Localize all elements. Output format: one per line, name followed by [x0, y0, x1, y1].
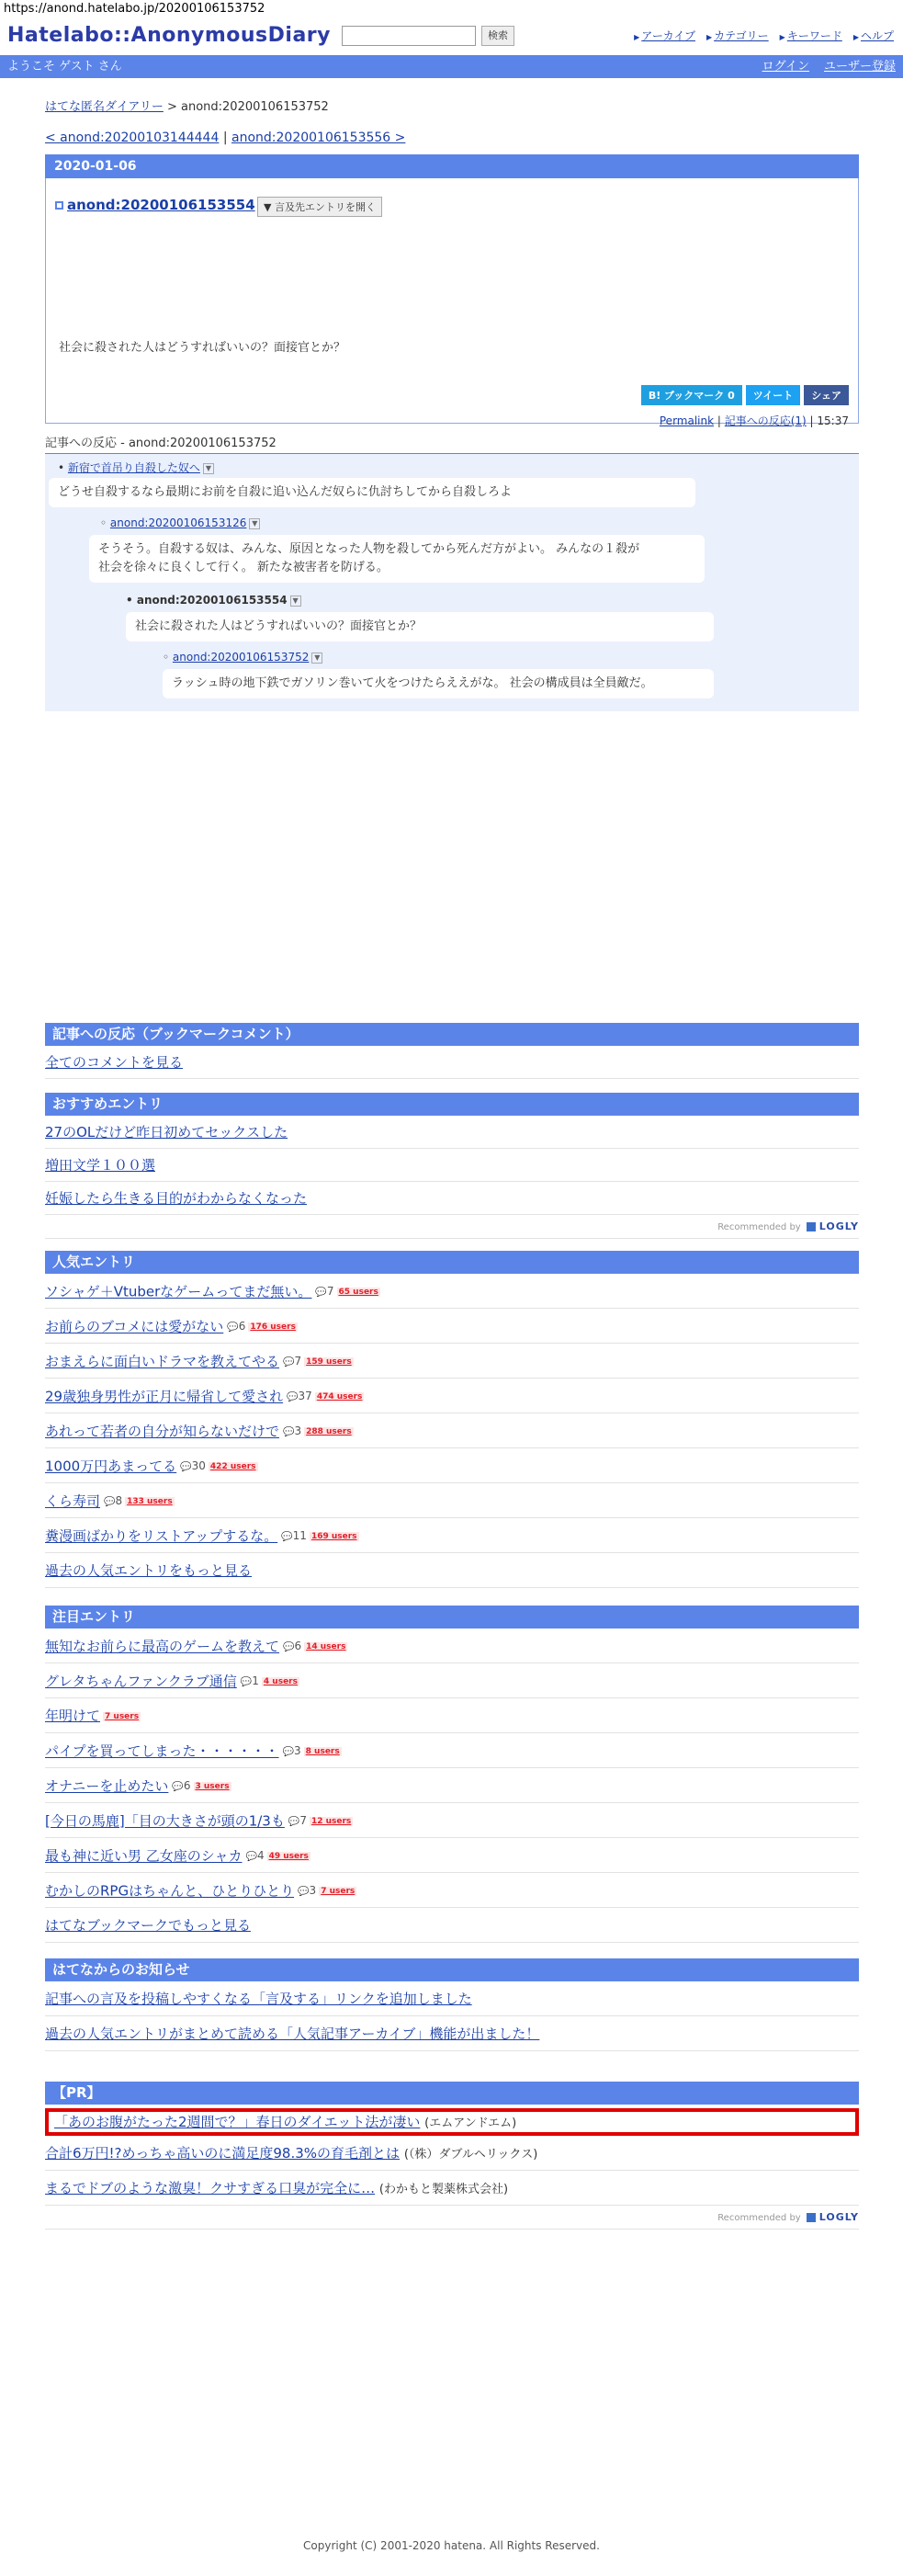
comment-count — [283, 1413, 301, 1450]
users-badge[interactable]: 7 users — [105, 1711, 140, 1721]
comment-icon: 💬 — [315, 1288, 327, 1298]
list-item — [45, 1873, 859, 1908]
logly-brand[interactable]: LOGLY — [818, 1220, 859, 1232]
list-item — [45, 1182, 859, 1215]
entry-time: | 15:37 — [806, 414, 849, 427]
pager — [45, 131, 859, 145]
pr-heading: 【PR】 — [45, 2082, 859, 2105]
entry-title — [55, 197, 255, 213]
comment-count-value: 11 — [292, 1529, 307, 1542]
pr-link[interactable]: 「あのお腹がたった2週間で？」春日のダイエット法が凄い — [54, 2114, 421, 2130]
entry-link[interactable]: 無知なお前らに最高のゲームを教えて — [45, 1638, 280, 1655]
popular-more-row — [45, 1553, 859, 1588]
comment-count — [298, 1873, 316, 1910]
register-link[interactable]: ユーザー登録 — [823, 60, 896, 74]
login-link[interactable]: ログイン — [762, 60, 809, 74]
entry-link[interactable]: お前らのブコメには愛がない — [45, 1318, 224, 1335]
news-link[interactable]: 過去の人気エントリがまとめて読める「人気記事アーカイブ」機能が出ました！ — [45, 2026, 540, 2042]
chevron-down-icon[interactable]: ▼ — [290, 596, 301, 607]
all-comments-row — [45, 1046, 859, 1079]
reactions-link[interactable]: 記事への反応(1) — [724, 414, 807, 427]
users-badge[interactable]: 474 users — [316, 1392, 363, 1401]
tree-node-3-body: 社会に殺された人はどうすればいいの？面接官とか？ — [126, 612, 714, 641]
footer-copyright: Copyright (C) 2001-2020 hatena. All Rights Reserved. — [303, 2539, 600, 2552]
attention-section — [45, 1606, 859, 1943]
entry-meta: Permalink | 記事への反応(1) | 15:37 — [659, 414, 849, 427]
tree-node-1-body: どうせ自殺するなら最期にお前を自殺に追い込んだ奴らに仇討ちしてから自殺しろよ — [49, 478, 695, 507]
comment-count-value: 8 — [115, 1494, 123, 1507]
comment-icon: 💬 — [172, 1782, 184, 1792]
list-item — [45, 1803, 859, 1838]
tree-node-4-link[interactable]: anond:20200106153752 — [172, 651, 310, 664]
entry-title-link[interactable]: anond:20200106153554 — [67, 197, 255, 213]
entry-link[interactable]: グレタちゃんファンクラブ通信 — [45, 1673, 237, 1690]
list-item — [45, 1981, 859, 2016]
entry-link[interactable]: 最も神に近い男 乙女座のシャカ — [45, 1847, 243, 1865]
nav-keyword[interactable]: ▶ キーワード — [780, 29, 842, 42]
pr-item — [45, 2171, 859, 2206]
comment-count-value: 3 — [294, 1744, 301, 1757]
recommended-link[interactable]: 27のOLだけど昨日初めてセックスした — [45, 1124, 288, 1140]
comment-count-value: 7 — [299, 1814, 307, 1827]
comment-count — [245, 1838, 264, 1875]
tree-node-3-title: anond:20200106153554 — [136, 594, 288, 607]
popular-list — [45, 1274, 859, 1553]
entry-link[interactable]: 1000万円あまってる — [45, 1458, 177, 1475]
pr-sponsor: (わかもと製薬株式会社) — [378, 2183, 509, 2196]
popular-section — [45, 1251, 859, 1588]
list-item — [45, 1379, 859, 1413]
list-item — [45, 1838, 859, 1873]
next-link[interactable]: anond:20200106153556 > — [231, 131, 406, 145]
comment-count-value: 3 — [309, 1884, 317, 1897]
comment-count — [283, 1733, 301, 1770]
url-bar: https://anond.hatelabo.jp/20200106153752 — [4, 2, 265, 16]
tree-node-3: • anond:20200106153554 ▼ — [126, 594, 301, 607]
share-buttons — [638, 385, 849, 405]
search-input[interactable] — [342, 26, 476, 46]
recommended-by: Recommended by — [717, 1222, 801, 1232]
list-item — [45, 1116, 859, 1149]
comment-count — [287, 1379, 312, 1415]
chevron-down-icon[interactable]: ▼ — [249, 518, 260, 529]
users-badge[interactable]: 7 users — [321, 1887, 356, 1896]
entry-link[interactable]: くら寿司 — [45, 1492, 101, 1510]
entry-link[interactable]: 年明けて — [45, 1708, 101, 1724]
tree-node-2-line1: そうそう。自殺する奴は、みんな、原因となった人物を殺してから死んだ方がよい。 みんなの１殺が — [98, 542, 640, 556]
list-item — [45, 1628, 859, 1663]
comment-count — [180, 1448, 206, 1485]
hatena-bookmark-button[interactable]: B! ブックマーク 0 — [641, 385, 742, 405]
comment-icon: 💬 — [104, 1497, 116, 1507]
logly-logo-icon — [807, 2213, 816, 2222]
entry-link[interactable]: おまえらに面白いドラマを教えてやる — [45, 1353, 280, 1370]
comment-count-value: 3 — [294, 1424, 302, 1437]
pr-footer — [45, 2206, 859, 2230]
pr-link[interactable]: 合計6万円!?めっちゃ高いのに満足度98.3%の育毛剤とは — [45, 2145, 401, 2162]
list-item — [45, 1274, 859, 1309]
tree-node-4-body: ラッシュ時の地下鉄でガソリン巻いて火をつけたらええがな。 社会の構成員は全員敵だ。 — [163, 669, 714, 698]
list-item — [45, 1483, 859, 1518]
breadcrumb-current: > anond:20200106153752 — [163, 100, 329, 114]
pr-link[interactable]: まるでドブのような激臭！クサすぎる口臭が完全に… — [45, 2180, 376, 2196]
list-item — [45, 2016, 859, 2051]
entry-link[interactable]: パイプを買ってしまった・・・・・・ — [45, 1742, 279, 1760]
comment-icon: 💬 — [287, 1392, 299, 1402]
bookmark-comments-heading: 記事への反応（ブックマークコメント） — [45, 1023, 859, 1046]
attention-heading: 注目エントリ — [45, 1606, 859, 1628]
prev-link[interactable]: < anond:20200103144444 — [45, 131, 220, 145]
nav-help[interactable]: ▶ ヘルプ — [853, 29, 894, 42]
main-content — [45, 96, 859, 711]
news-section — [45, 1958, 859, 2051]
tweet-button[interactable]: ツイート — [746, 385, 800, 405]
comment-count-value: 30 — [191, 1459, 206, 1472]
comment-count — [104, 1483, 122, 1520]
pr-item-highlighted — [45, 2108, 859, 2136]
chevron-down-icon[interactable]: ▼ — [311, 653, 322, 664]
recommended-heading: おすすめエントリ — [45, 1093, 859, 1116]
list-item — [45, 1518, 859, 1553]
list-item — [45, 1768, 859, 1803]
breadcrumb — [45, 96, 859, 114]
attention-more-link[interactable]: はてなブックマークでもっと見る — [45, 1917, 251, 1934]
attention-list — [45, 1628, 859, 1908]
users-badge[interactable]: 12 users — [310, 1817, 352, 1826]
list-item — [45, 1663, 859, 1698]
comment-icon: 💬 — [240, 1677, 253, 1687]
list-item — [45, 1344, 859, 1379]
pr-sponsor: (（株）ダブルヘリックス) — [403, 2148, 538, 2162]
comment-count-value: 6 — [183, 1779, 191, 1792]
list-item — [45, 1149, 859, 1182]
breadcrumb-home[interactable]: はてな匿名ダイアリー — [45, 100, 164, 114]
popular-more-link[interactable]: 過去の人気エントリをもっと見る — [45, 1562, 253, 1579]
entry-link[interactable]: オナニーを止めたい — [45, 1777, 169, 1795]
recommended-by: Recommended by — [717, 2213, 801, 2223]
popular-heading: 人気エントリ — [45, 1251, 859, 1274]
comment-count-value: 7 — [294, 1355, 302, 1367]
list-item — [45, 1698, 859, 1733]
entry-link[interactable]: [今日の馬鹿]「目の大きさが頭の1/3も — [45, 1812, 285, 1830]
comment-icon: 💬 — [283, 1427, 295, 1437]
list-item — [45, 1448, 859, 1483]
tree-node-1: • 新宿で首吊り自殺した奴へ ▼ — [58, 460, 214, 475]
welcome-text: ようこそ ゲスト さん — [7, 60, 122, 74]
news-link[interactable]: 記事への言及を投稿しやすくなる「言及する」リンクを追加しました — [45, 1991, 472, 2007]
users-badge[interactable]: 49 users — [268, 1852, 309, 1861]
tree-node-4: ◦ anond:20200106153752 ▼ — [163, 651, 322, 664]
header-nav — [623, 28, 894, 43]
news-heading: はてなからのお知らせ — [45, 1958, 859, 1981]
comment-count-value: 37 — [298, 1390, 312, 1402]
users-badge[interactable]: 169 users — [310, 1532, 357, 1541]
users-badge[interactable]: 288 users — [306, 1427, 352, 1436]
entry-link[interactable]: あれって若者の自分が知らないだけで — [45, 1423, 280, 1440]
users-badge[interactable]: 133 users — [127, 1497, 173, 1506]
users-badge[interactable]: 65 users — [338, 1288, 378, 1297]
comment-count-value: 4 — [256, 1849, 265, 1862]
users-badge[interactable]: 159 users — [306, 1357, 352, 1367]
logly-logo-icon — [807, 1222, 816, 1231]
comment-count — [283, 1628, 301, 1665]
entry-link[interactable]: 29歳独身男性が正月に帰省して愛され — [45, 1388, 284, 1405]
user-bar — [0, 55, 903, 78]
comment-count — [227, 1309, 245, 1345]
open-reference-button[interactable]: ▼ 言及先エントリを開く — [257, 197, 382, 217]
list-item — [45, 1733, 859, 1768]
pr-section — [45, 2082, 859, 2230]
comment-count — [172, 1768, 190, 1805]
comment-count — [281, 1518, 307, 1555]
pr-item — [45, 2136, 859, 2171]
logly-brand[interactable]: LOGLY — [818, 2211, 859, 2223]
reaction-header: 記事への反応 - anond:20200106153752 — [45, 433, 859, 454]
users-badge[interactable]: 14 users — [306, 1642, 346, 1651]
tree-node-2-body — [89, 535, 705, 583]
users-badge[interactable]: 176 users — [250, 1322, 296, 1332]
comment-icon: 💬 — [298, 1887, 310, 1897]
reaction-tree — [45, 454, 859, 711]
permalink[interactable]: Permalink — [659, 414, 715, 427]
recommended-footer — [45, 1215, 859, 1239]
entry-box — [45, 178, 859, 427]
comment-icon: 💬 — [283, 1357, 295, 1367]
facebook-share-button[interactable]: シェア — [804, 385, 849, 405]
chevron-down-icon[interactable]: ▼ — [203, 463, 214, 474]
tree-node-1-link[interactable]: 新宿で首吊り自殺した奴へ — [67, 461, 200, 474]
comment-count — [241, 1663, 259, 1700]
list-item — [45, 1309, 859, 1344]
comment-icon: 💬 — [180, 1462, 192, 1472]
list-item — [45, 1413, 859, 1448]
recommended-link[interactable]: 妊娠したら生きる目的がわからなくなった — [45, 1190, 308, 1207]
tree-node-2: ◦ anond:20200106153126 ▼ — [100, 516, 260, 529]
recommended-link[interactable]: 増田文学１００選 — [45, 1157, 156, 1174]
nav-category[interactable]: ▶ カテゴリー — [706, 29, 769, 42]
comment-count — [288, 1803, 307, 1840]
nav-archive[interactable]: ▶ アーカイブ — [634, 29, 695, 42]
users-badge[interactable]: 4 users — [263, 1677, 298, 1686]
comment-count — [283, 1344, 301, 1380]
comment-icon: 💬 — [227, 1322, 239, 1333]
pager-sep: | — [219, 131, 232, 145]
entry-link[interactable]: ソシャゲ＋Vtuberなゲームってまだ無い。 — [45, 1283, 312, 1300]
search-button[interactable]: 検索 — [481, 26, 514, 46]
all-comments-link[interactable]: 全てのコメントを見る — [45, 1054, 184, 1071]
tree-node-2-line2: 社会を徐々に良くして行く。 新たな被害者を防げる。 — [98, 561, 389, 574]
site-logo[interactable]: Hatelabo::AnonymousDiary — [7, 24, 331, 47]
entry-square-icon — [55, 201, 63, 210]
comment-icon: 💬 — [282, 1747, 295, 1757]
day-header: 2020-01-06 — [45, 154, 859, 178]
tree-node-2-link[interactable]: anond:20200106153126 — [109, 516, 247, 529]
comment-count-value: 7 — [326, 1285, 334, 1298]
bookmark-comments-section — [45, 1023, 859, 1079]
comment-count-value: 1 — [252, 1674, 259, 1687]
users-badge[interactable]: 422 users — [209, 1462, 256, 1471]
pr-sponsor: (エムアンドエム) — [424, 2116, 517, 2130]
comment-icon: 💬 — [288, 1817, 300, 1827]
recommended-section — [45, 1093, 859, 1239]
comment-count-value: 6 — [238, 1320, 246, 1333]
entry-link[interactable]: むかしのRPGはちゃんと、ひとりひとり — [45, 1882, 295, 1900]
comment-icon: 💬 — [281, 1532, 293, 1542]
entry-body: 社会に殺された人はどうすればいいの？面接官とか？ — [59, 341, 346, 355]
entry-link[interactable]: 糞漫画ばかりをリストアップするな。 — [45, 1527, 278, 1545]
comment-count — [315, 1274, 333, 1311]
comment-count-value: 6 — [294, 1640, 302, 1652]
attention-more-row — [45, 1908, 859, 1943]
users-badge[interactable]: 8 users — [305, 1747, 340, 1756]
users-badge[interactable]: 3 users — [195, 1782, 230, 1791]
site-header — [0, 20, 903, 55]
comment-icon: 💬 — [283, 1642, 295, 1652]
comment-icon: 💬 — [245, 1852, 257, 1862]
